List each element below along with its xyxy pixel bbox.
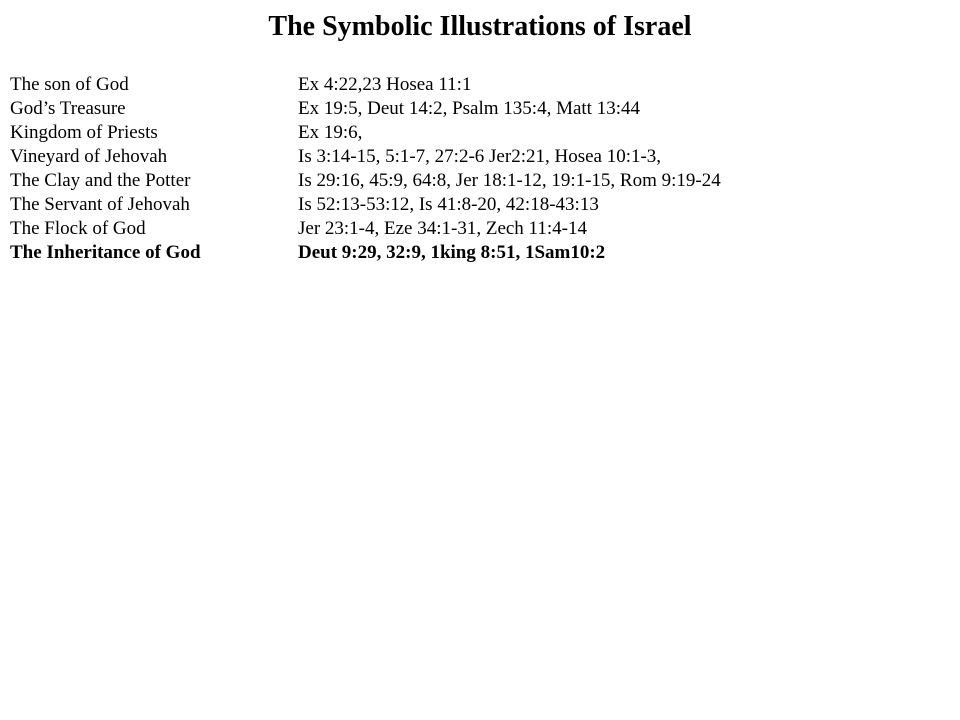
list-row [10,193,950,217]
row-references: Jer 23:1-4, Eze 34:1-31, Zech 11:4-14 [298,218,587,239]
row-references: Ex 19:5, Deut 14:2, Psalm 135:4, Matt 13:44 [298,98,640,119]
illustration-list [10,73,950,265]
list-row [10,73,950,97]
row-references: Ex 4:22,23 Hosea 11:1 [298,74,472,95]
row-name: Kingdom of Priests [10,122,158,143]
row-name: The Flock of God [10,218,146,239]
list-row [10,97,950,121]
row-name: The Inheritance of God [10,242,201,263]
row-references: Is 29:16, 45:9, 64:8, Jer 18:1-12, 19:1-15, Rom 9:19-24 [298,170,721,191]
list-row [10,145,950,169]
row-name: The Clay and the Potter [10,170,191,191]
list-row [10,121,950,145]
slide-title: The Symbolic Illustrations of Israel [268,11,692,42]
row-name: The son of God [10,74,129,95]
list-row [10,241,950,265]
row-references: Is 52:13-53:12, Is 41:8-20, 42:18-43:13 [298,194,599,215]
row-references: Is 3:14-15, 5:1-7, 27:2-6 Jer2:21, Hosea 10:1-3, [298,146,662,167]
list-row [10,217,950,241]
row-references: Ex 19:6, [298,122,363,143]
row-name: God’s Treasure [10,98,126,119]
row-name: Vineyard of Jehovah [10,146,168,167]
row-name: The Servant of Jehovah [10,194,190,215]
list-row [10,169,950,193]
row-references: Deut 9:29, 32:9, 1king 8:51, 1Sam10:2 [298,242,606,263]
